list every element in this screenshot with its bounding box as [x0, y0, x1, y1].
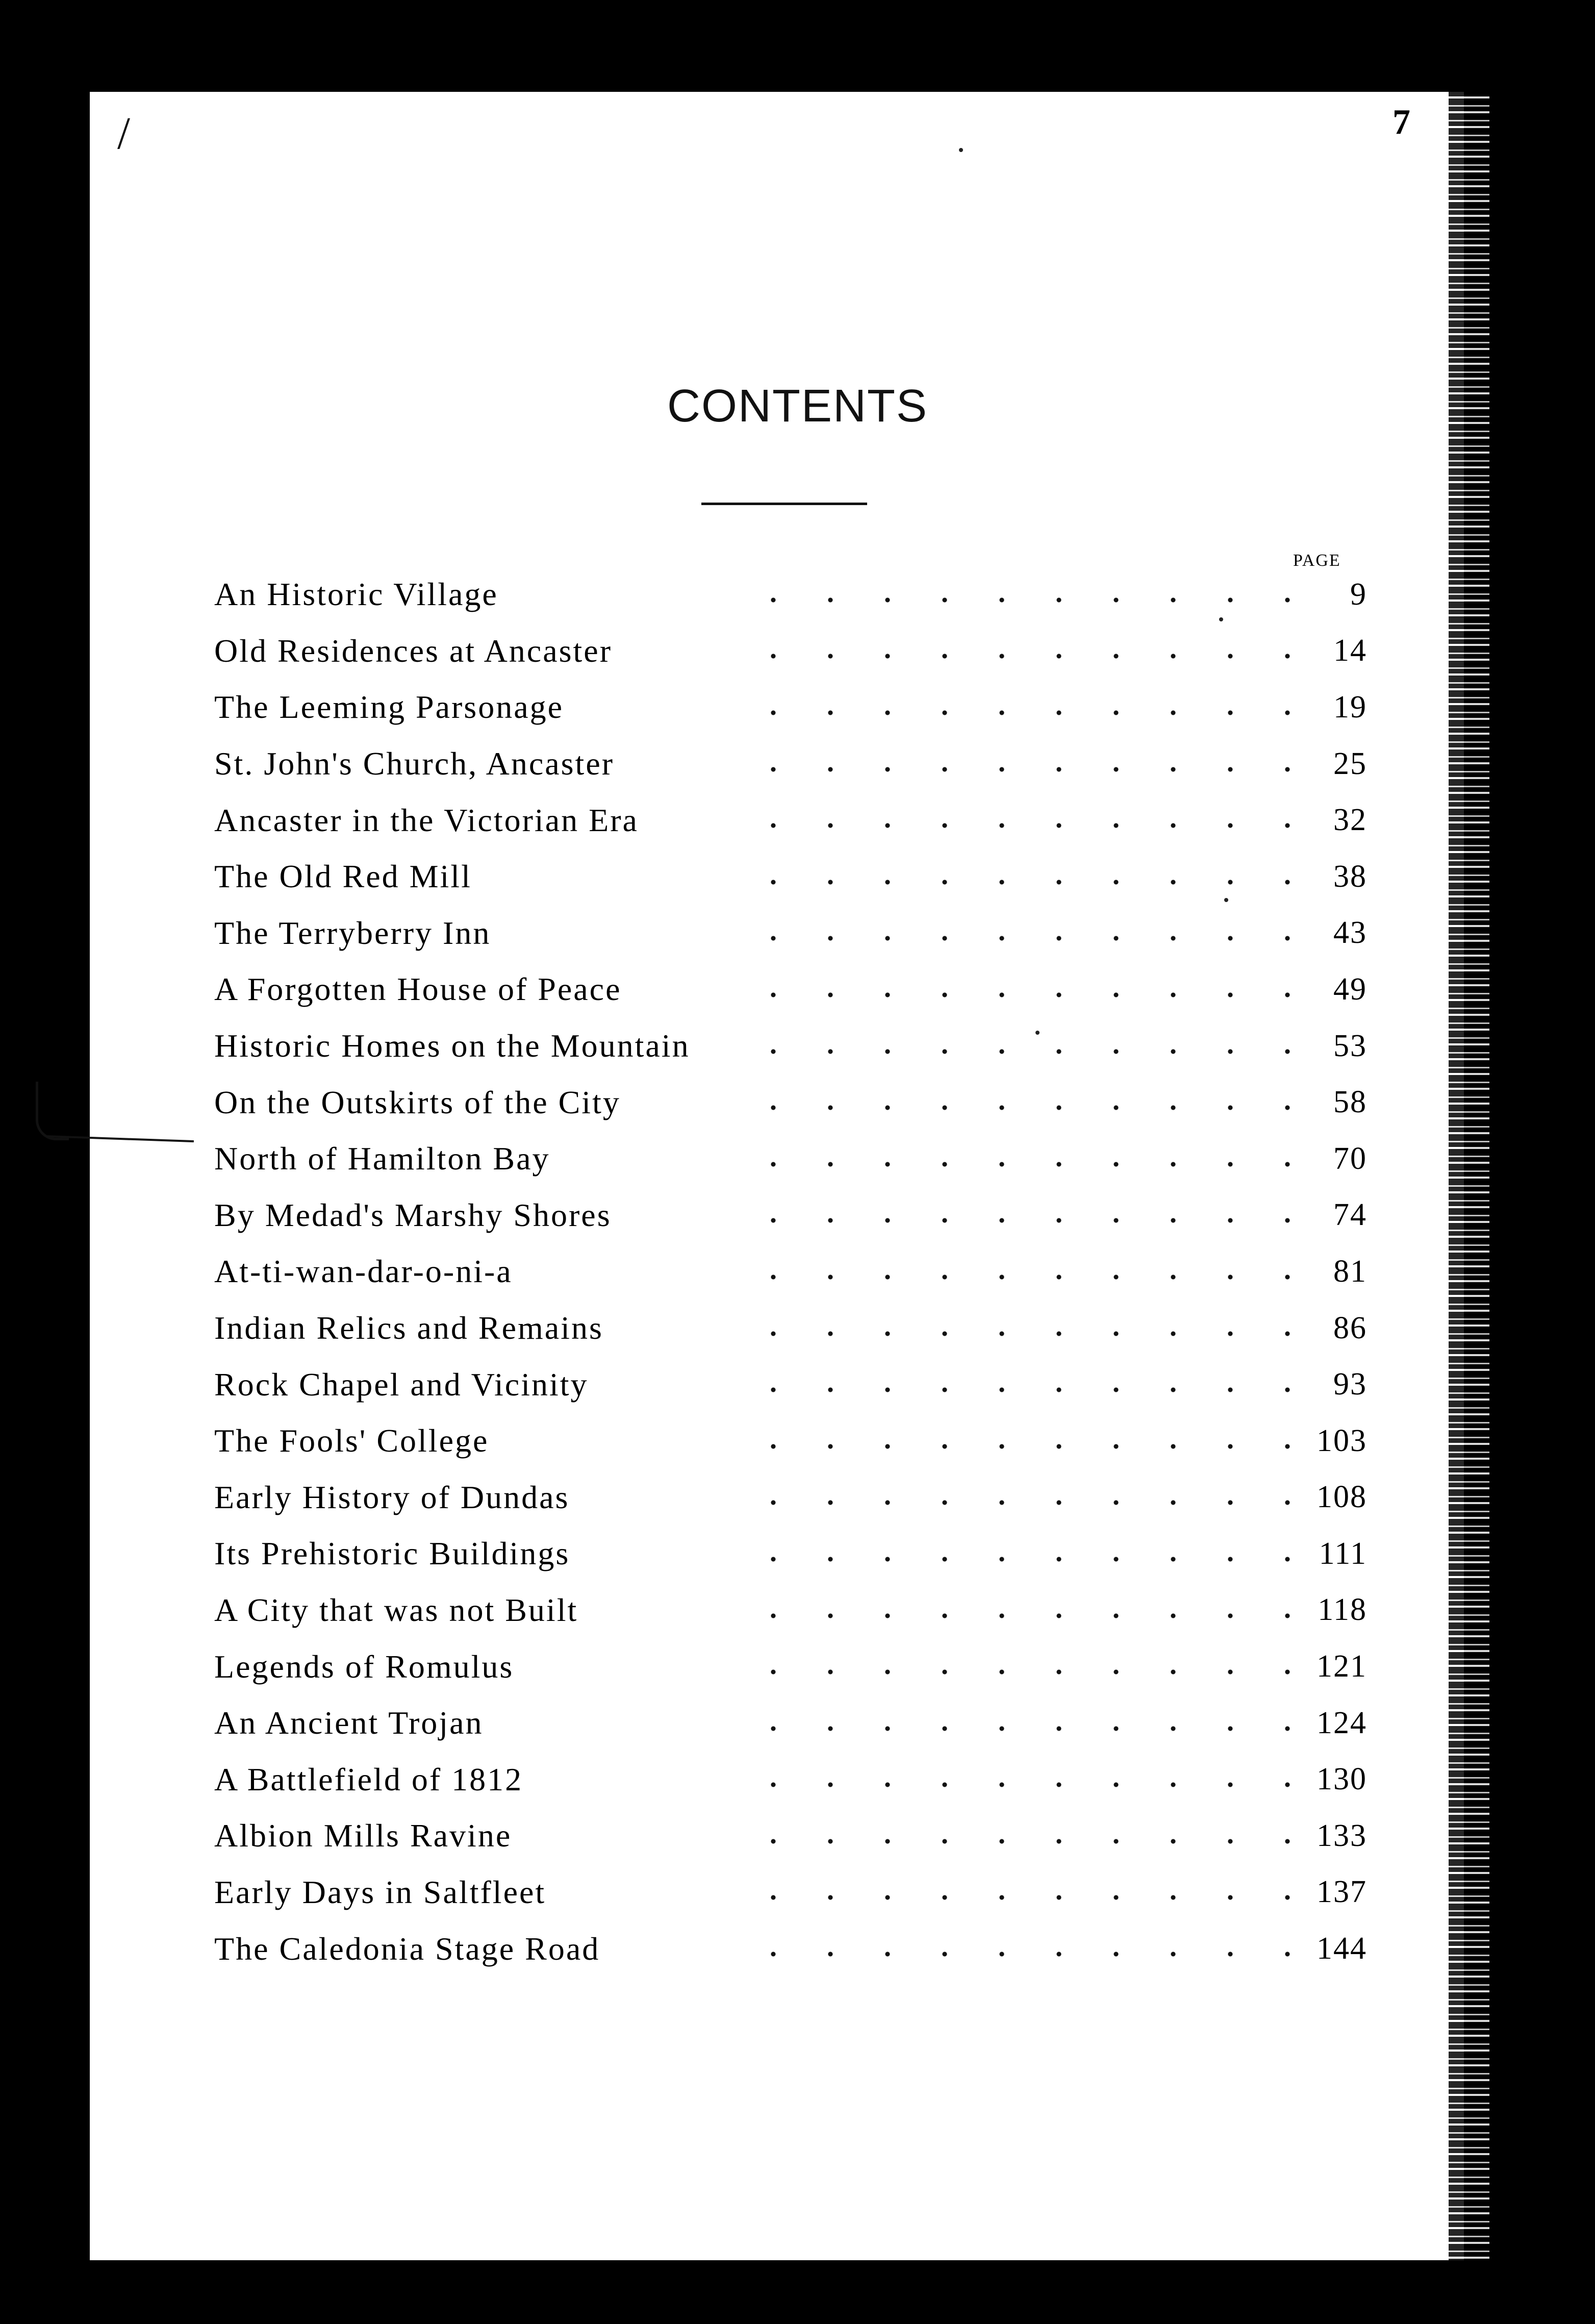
toc-entry-page: 14 [1333, 633, 1367, 668]
margin-pencil-mark [36, 1082, 69, 1140]
dot-leader [745, 1669, 1296, 1675]
toc-entry-title: A Battlefield of 1812 [214, 1761, 533, 1798]
toc-entry [214, 848, 1367, 905]
toc-entry [214, 905, 1367, 962]
toc-entry-title: The Caledonia Stage Road [214, 1930, 610, 1968]
toc-entry [214, 623, 1367, 680]
dot-leader [745, 767, 1296, 772]
toc-entry-title: The Old Red Mill [214, 858, 482, 895]
toc-entry [214, 1526, 1367, 1582]
toc-entry-page: 93 [1333, 1367, 1367, 1402]
toc-entry-page: 9 [1350, 577, 1367, 612]
corner-mark: / [117, 108, 131, 159]
dot-leader [745, 710, 1296, 715]
toc-entry-title: Rock Chapel and Vicinity [214, 1366, 599, 1404]
dot-leader [745, 1952, 1296, 1957]
toc-entry-page: 74 [1333, 1197, 1367, 1233]
toc-entry-title: St. John's Church, Ancaster [214, 745, 624, 783]
ink-speck [1224, 898, 1228, 902]
toc-entry-page: 133 [1316, 1818, 1367, 1853]
dot-leader [745, 880, 1296, 885]
toc-entry-page: 130 [1316, 1762, 1367, 1797]
dot-leader [745, 1387, 1296, 1392]
toc-entry [214, 679, 1367, 736]
toc-entry [214, 736, 1367, 792]
toc-entry [214, 1074, 1367, 1131]
toc-entry-page: 25 [1333, 746, 1367, 781]
toc-entry-title: Old Residences at Ancaster [214, 632, 622, 670]
toc-entry-title: Its Prehistoric Buildings [214, 1535, 580, 1572]
dot-leader [745, 1275, 1296, 1280]
toc-entry [214, 1469, 1367, 1526]
toc-entry [214, 792, 1367, 848]
toc-entry [214, 1582, 1367, 1639]
toc-entry-page: 49 [1333, 971, 1367, 1007]
toc-entry-title: Legends of Romulus [214, 1648, 524, 1686]
dot-leader [745, 1162, 1296, 1167]
toc-entry-page: 86 [1333, 1310, 1367, 1345]
toc-entry-page: 108 [1316, 1480, 1367, 1515]
toc-entry-title: Ancaster in the Victorian Era [214, 802, 649, 839]
toc-entry-title: Albion Mills Ravine [214, 1817, 522, 1855]
toc-entry-title: Early History of Dundas [214, 1479, 579, 1516]
toc-entry [214, 1638, 1367, 1695]
toc-entry [214, 1187, 1367, 1244]
ink-speck [1035, 1031, 1040, 1035]
dot-leader [745, 992, 1296, 997]
toc-entry [214, 1243, 1367, 1300]
toc-entry-page: 53 [1333, 1028, 1367, 1063]
toc-entry [214, 1300, 1367, 1357]
page-title: CONTENTS [667, 381, 928, 432]
toc-entry-title: By Medad's Marshy Shores [214, 1196, 622, 1234]
toc-entry-page: 58 [1333, 1085, 1367, 1120]
toc-entry-title: North of Hamilton Bay [214, 1140, 560, 1178]
dot-leader [745, 1613, 1296, 1618]
title-underline [701, 503, 867, 505]
toc-entry [214, 1751, 1367, 1808]
dot-leader [745, 597, 1296, 603]
toc-entry-title: At-ti-wan-dar-o-ni-a [214, 1253, 523, 1290]
toc-entry-title: The Fools' College [214, 1422, 499, 1460]
dot-leader [745, 823, 1296, 828]
table-of-contents [214, 566, 1367, 1977]
toc-entry-title: Historic Homes on the Mountain [214, 1027, 700, 1065]
toc-entry-title: Indian Relics and Remains [214, 1309, 614, 1347]
dot-leader [745, 936, 1296, 941]
dot-leader [745, 1500, 1296, 1505]
folio-number: 7 [1393, 103, 1410, 142]
toc-entry-title: An Historic Village [214, 576, 509, 613]
toc-entry [214, 1356, 1367, 1413]
dot-leader [745, 1444, 1296, 1449]
toc-entry [214, 1864, 1367, 1921]
dot-leader [745, 1782, 1296, 1787]
toc-entry [214, 1808, 1367, 1864]
toc-entry [214, 1131, 1367, 1187]
dot-leader [745, 1726, 1296, 1731]
dot-leader [745, 1557, 1296, 1562]
toc-entry-title: The Leeming Parsonage [214, 688, 574, 726]
dot-leader [745, 1049, 1296, 1054]
toc-entry-page: 32 [1333, 803, 1367, 838]
ink-speck [1219, 617, 1223, 621]
toc-entry [214, 1695, 1367, 1752]
toc-entry [214, 961, 1367, 1018]
dot-leader [745, 1218, 1296, 1223]
toc-entry [214, 1413, 1367, 1469]
page-column-label: PAGE [1293, 551, 1341, 570]
toc-entry [214, 566, 1367, 623]
toc-entry-page: 38 [1333, 859, 1367, 894]
dot-leader [745, 1839, 1296, 1844]
toc-entry [214, 1018, 1367, 1074]
toc-entry-title: On the Outskirts of the City [214, 1084, 631, 1121]
ink-speck [959, 148, 963, 152]
dot-leader [745, 1895, 1296, 1900]
dot-leader [745, 1331, 1296, 1336]
toc-entry-title: A City that was not Built [214, 1591, 588, 1629]
toc-entry [214, 1920, 1367, 1977]
toc-entry-page: 43 [1333, 915, 1367, 951]
toc-entry-page: 118 [1318, 1592, 1367, 1628]
dot-leader [745, 654, 1296, 659]
dot-leader [745, 1105, 1296, 1110]
toc-entry-title: A Forgotten House of Peace [214, 970, 631, 1008]
toc-entry-page: 81 [1333, 1254, 1367, 1289]
toc-entry-page: 111 [1319, 1536, 1367, 1571]
toc-entry-page: 137 [1316, 1875, 1367, 1910]
toc-entry-page: 124 [1316, 1705, 1367, 1740]
toc-entry-title: Early Days in Saltfleet [214, 1873, 556, 1911]
toc-entry-title: An Ancient Trojan [214, 1704, 493, 1742]
toc-entry-page: 70 [1333, 1141, 1367, 1176]
toc-entry-page: 103 [1316, 1423, 1367, 1458]
toc-entry-page: 144 [1316, 1931, 1367, 1966]
toc-entry-title: The Terryberry Inn [214, 914, 501, 952]
toc-entry-page: 121 [1316, 1649, 1367, 1684]
toc-entry-page: 19 [1333, 689, 1367, 724]
